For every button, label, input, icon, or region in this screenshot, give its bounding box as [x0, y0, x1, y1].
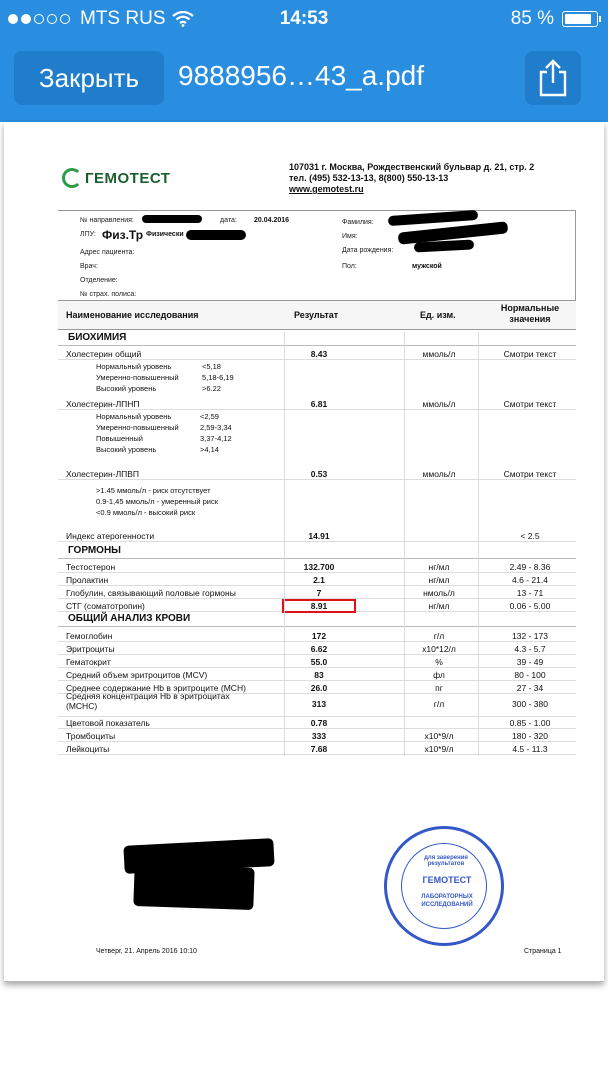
results-table-header: Наименование исследования Результат Ед. изм. Нормальные значения: [58, 300, 576, 330]
battery-percent: 85 %: [510, 8, 554, 29]
nav-bar: [0, 48, 608, 108]
redaction-mark: [142, 215, 202, 223]
share-icon: [537, 59, 569, 97]
redaction-mark: [414, 239, 474, 252]
reference-note: <2,59: [200, 412, 219, 421]
reference-note: <0.9 ммоль/л - высокий риск: [96, 508, 196, 517]
column-divider: [478, 332, 479, 756]
status-bar: [0, 0, 608, 40]
reference-note: >1.45 ммоль/л - риск отсутствует: [96, 486, 211, 495]
reference-note: >6.22: [202, 384, 221, 393]
reference-note: <5,18: [202, 362, 221, 371]
table-row: Гематокрит 55.0 % 39 - 49: [58, 656, 576, 668]
section-blood-count: ОБЩИЙ АНАЛИЗ КРОВИ: [58, 613, 576, 627]
reference-note: Умеренно-повышенный: [96, 423, 179, 432]
top-bar: [0, 0, 608, 122]
reference-note: Высокий уровень: [96, 384, 157, 393]
table-row: Холестерин-ЛПВП 0.53 ммоль/л Смотри текст: [58, 468, 576, 480]
lab-report: [4, 122, 604, 982]
reference-note: 2,59-3,34: [200, 423, 232, 432]
table-row: Средний объем эритроцитов (MCV) 83 фл 80 - 100: [58, 669, 576, 681]
table-row: Индекс атерогенности 14.91 < 2.5: [58, 530, 576, 542]
table-row: Цветовой показатель 0.78 0.85 - 1.00: [58, 717, 576, 729]
reference-note: Нормальный уровень: [96, 362, 172, 371]
flagged-result: 8.91: [284, 601, 354, 611]
pdf-page: [4, 122, 604, 982]
table-row: Холестерин-ЛПНП 6.81 ммоль/л Смотри текст: [58, 398, 576, 410]
column-divider: [284, 332, 285, 756]
patient-info: № направления: дата: 20.04.2016 ЛПУ: Физ.Тр Физически Адрес пациента: Врач: Отделение: № страх. полиса: Фамилия: Имя: Дата рождения: Пол: мужской: [58, 210, 576, 300]
table-row: Среднее содержание Hb в эритроците (MCH) 26.0 пг 27 - 34: [58, 682, 576, 694]
section-biochemistry: БИОХИМИЯ: [58, 332, 576, 346]
table-row: Средняя концентрация Hb в эритроцитах 313 г/л 300 - 380 (MCHC): [58, 695, 576, 717]
reference-note: 0.9-1,45 ммоль/л - умеренный риск: [96, 497, 219, 506]
share-button[interactable]: [525, 51, 581, 105]
print-date: Четверг, 21. Апрель 2016 10:10: [96, 948, 197, 955]
table-row: Эритроциты 6.62 x10*12/л 4.3 - 5.7: [58, 643, 576, 655]
carrier-label: MTS RUS: [80, 8, 166, 29]
table-row: Пролактин 2.1 нг/мл 4.6 - 21.4: [58, 574, 576, 586]
battery-icon: [562, 11, 598, 27]
lab-website[interactable]: www.gemotest.ru: [289, 184, 364, 194]
table-row: СТГ (соматотропин) 8.91 нг/мл 0.06 - 5.00: [58, 600, 576, 612]
document-title: 9888956…43_a.pdf: [178, 60, 424, 91]
lab-logo: ГЕМОТЕСТ: [62, 168, 170, 188]
reference-note: Высокий уровень: [96, 445, 157, 454]
reference-note: >4,14: [200, 445, 219, 454]
redaction-mark: [388, 210, 478, 226]
table-row: Гемоглобин 172 г/л 132 - 173: [58, 630, 576, 642]
section-hormones: ГОРМОНЫ: [58, 545, 576, 559]
reference-note: Умеренно-повышенный: [96, 373, 179, 382]
table-row: Тромбоциты 333 x10*9/л 180 - 320: [58, 730, 576, 742]
redaction-mark: [186, 230, 246, 240]
clock: 14:53: [279, 8, 329, 29]
reference-note: 3,37-4,12: [200, 434, 232, 443]
page-number: Страница 1: [524, 948, 562, 955]
close-button[interactable]: Закрыть: [14, 51, 164, 105]
reference-note: Нормальный уровень: [96, 412, 172, 421]
table-row: Тестостерон 132.700 нг/мл 2.49 - 8.36: [58, 561, 576, 573]
lab-stamp: для заверения результатов ГЕМОТЕСТ ЛАБОРАТОРНЫХ ИССЛЕДОВАНИЙ: [384, 826, 504, 946]
reference-note: Повышенный: [96, 434, 143, 443]
table-row: Лейкоциты 7.68 x10*9/л 4.5 - 11.3: [58, 743, 576, 755]
table-row: Глобулин, связывающий половые гормоны 7 нмоль/л 13 - 71: [58, 587, 576, 599]
reference-note: 5,18-6,19: [202, 373, 234, 382]
lab-address: 107031 г. Москва, Рождественский бульвар д. 21, стр. 2 тел. (495) 532-13-13, 8(800) 550-13-13 www.gemotest.ru: [289, 162, 535, 194]
column-divider: [404, 332, 405, 756]
logo-mark-icon: [62, 168, 82, 188]
table-row: Холестерин общий 8.43 ммоль/л Смотри текст: [58, 348, 576, 360]
signature-redaction: [133, 864, 254, 910]
